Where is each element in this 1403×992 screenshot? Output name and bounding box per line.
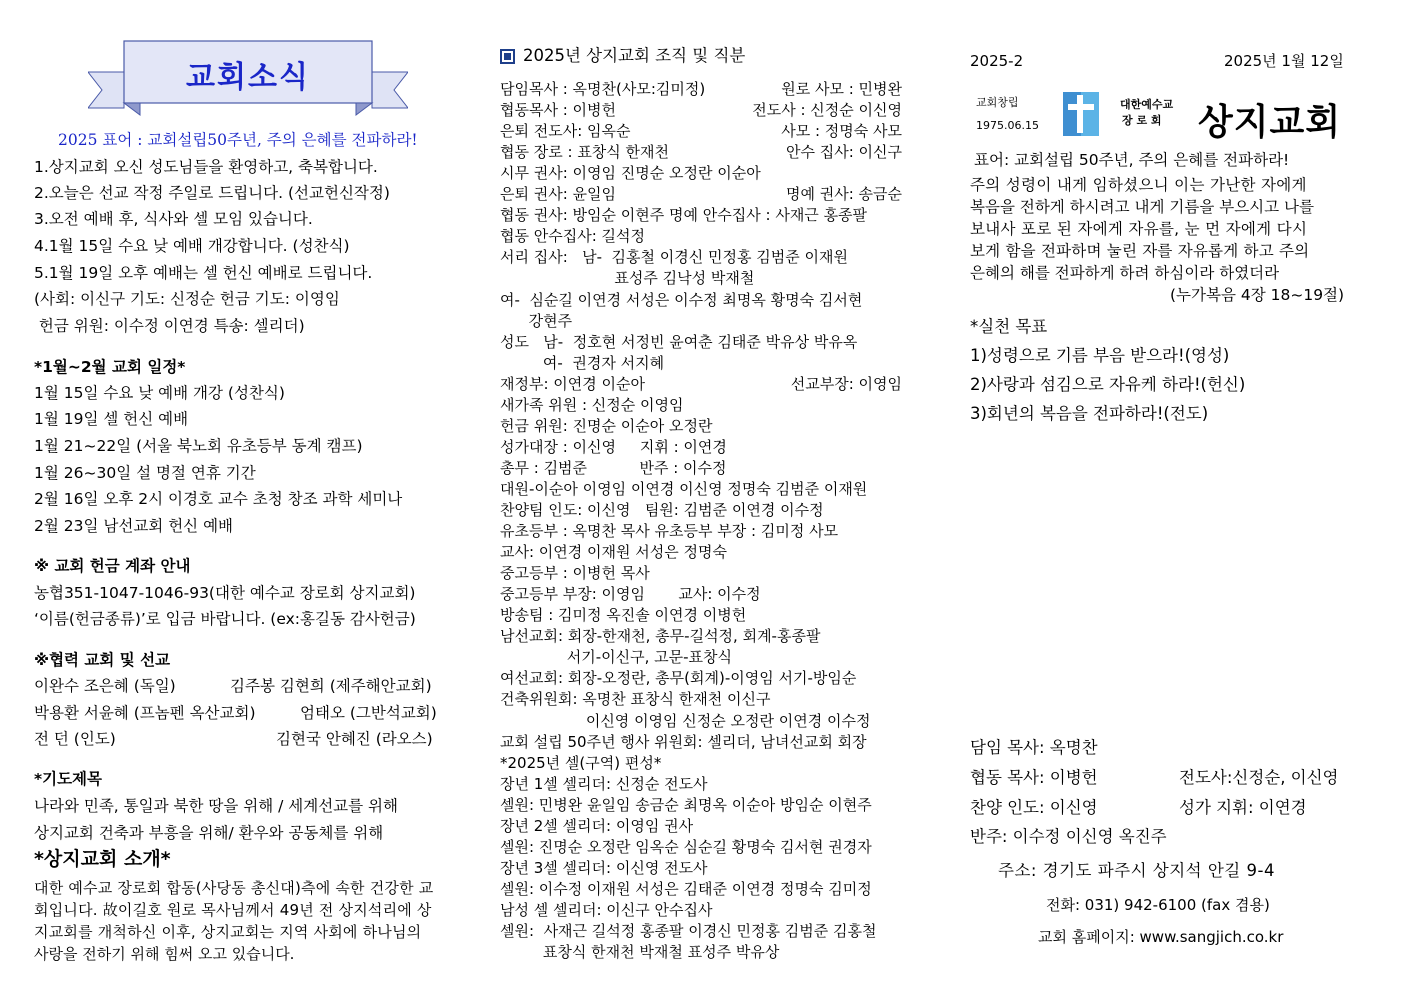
org-row: 여- 심순길 이연경 서성은 이수정 최명옥 황명숙 김서현: [500, 290, 863, 309]
org-row-right: 명예 권사: 송금순: [785, 185, 902, 204]
org-row: 방송팀 : 김미정 옥진솔 이연경 이병헌: [500, 606, 747, 625]
org-row: 장년 2셀 셀리더: 이영임 권사: [500, 816, 694, 835]
org-row: 협동 장로 : 표창식 한재천: [500, 143, 670, 162]
goals-title: *실천 목표: [970, 317, 1048, 336]
verse-line: 보게 함을 전파하며 눌린 자를 자유롭게 하고 주의: [970, 242, 1310, 260]
intro-line: 대한 예수교 장로회 합동(사당동 총신대)측에 속한 건강한 교: [34, 879, 434, 897]
verse-line: 복음을 전하게 하시려고 내게 기름을 부으시고 나를: [970, 198, 1314, 216]
org-title-text: 2025년 상지교회 조직 및 직분: [523, 46, 746, 65]
org-row: 셀원: 진명순 오정란 임옥순 심순길 황명숙 김서현 권경자: [500, 837, 872, 856]
verse-line: 보내사 포로 된 자에게 자유를, 눈 먼 자에게 다시: [970, 220, 1308, 238]
square-bullet-icon: [500, 49, 515, 64]
address: 주소: 경기도 파주시 상지석 안길 9-4: [998, 861, 1275, 880]
org-row-right: 사모 : 정명숙 사모: [781, 122, 902, 141]
schedule-item: 1월 19일 셀 헌신 예배: [34, 410, 189, 428]
org-row: 표성주 김낙성 박재철: [500, 269, 755, 288]
org-row: 표창식 한재천 박재철 표성주 박유상: [500, 943, 780, 962]
staff-item: 찬양 인도: 이신영: [970, 798, 1098, 817]
announcement-item: (사회: 이신구 기도: 신정순 헌금 기도: 이영임: [34, 290, 340, 308]
phone: 전화: 031) 942-6100 (fax 겸용): [1046, 896, 1270, 914]
org-row: 남선교회: 회장-한재천, 총무-길석정, 회계-홍종팔: [500, 627, 821, 646]
goal-item: 3)회년의 복음을 전파하라!(전도): [970, 404, 1209, 423]
org-row: 협동목사 : 이병헌: [500, 101, 617, 120]
denomination-line-1: 대한예수교: [1120, 98, 1174, 111]
org-row-right: 선교부장: 이영임: [790, 374, 902, 393]
org-row: 서기-이신구, 고문-표창식: [500, 648, 733, 667]
org-row: 교회 설립 50주년 행사 위원회: 셀리더, 남녀선교회 회장: [500, 732, 867, 751]
goal-item: 2)사랑과 섬김으로 자유케 하라!(헌신): [970, 375, 1246, 394]
org-row: 장년 3셀 셀리더: 이신영 전도사: [500, 858, 708, 877]
account-line: ‘이름(헌금종류)’로 입금 바랍니다. (ex:홍길동 감사헌금): [34, 610, 416, 628]
org-title: [500, 46, 745, 66]
org-row-right: 원로 사모 : 민병완: [781, 80, 902, 98]
banner-title: 교회소식: [186, 60, 310, 95]
announcement-item: 헌금 위원: 이수정 이연경 특송: 셀리더): [34, 317, 305, 335]
org-row: 은퇴 권사: 윤일임: [500, 185, 617, 204]
mission-title: ※협력 교회 및 선교: [34, 651, 171, 669]
announcement-item: 3.오전 예배 후, 식사와 셀 모임 있습니다.: [34, 210, 313, 228]
staff-item: 반주: 이수정 이신영 옥진주: [970, 827, 1167, 846]
org-row: 헌금 위원: 진명순 이순아 오정란: [500, 416, 713, 435]
account-line: 농협351-1047-1046-93(대한 예수교 장로회 상지교회): [34, 584, 416, 602]
banner: [88, 40, 408, 130]
org-row: 협동 권사: 방임순 이현주 명예 안수집사 : 사재근 홍종팔: [500, 206, 868, 225]
mission-item: 박용환 서윤혜 (프놈펜 옥산교회): [34, 704, 256, 722]
staff-item: 협동 목사: 이병헌: [970, 768, 1098, 787]
org-row: 협동 안수집사: 길석정: [500, 227, 646, 246]
staff-item: 담임 목사: 옥명찬: [970, 738, 1098, 757]
issue-number: 2025-2: [970, 52, 1024, 70]
announcement-item: 5.1월 19일 오후 예배는 셀 헌신 예배로 드립니다.: [34, 264, 373, 282]
org-row: 강현주: [500, 311, 573, 330]
motto: 표어: 교회설립 50주년, 주의 은혜를 전파하라!: [974, 151, 1290, 169]
intro-line: 지교회를 개척하신 이후, 상지교회는 지역 사회에 하나님의: [34, 923, 422, 941]
org-row: 성도 남- 정호현 서정빈 윤여춘 김태준 박유상 박유옥: [500, 332, 858, 351]
goal-item: 1)성령으로 기름 부음 받으라!(영성): [970, 346, 1230, 365]
org-row: 서리 집사: 남- 김홍철 이경신 민정홍 김범준 이재원: [500, 248, 848, 267]
org-row: 남성 셀 셀리더: 이신구 안수집사: [500, 900, 713, 919]
org-row: *2025년 셀(구역) 편성*: [500, 753, 662, 772]
mission-item: 이완수 조은혜 (독일): [34, 677, 176, 695]
schedule-item: 2월 23일 남선교회 헌신 예배: [34, 517, 234, 535]
schedule-item: 1월 21~22일 (서울 북노회 유초등부 동계 캠프): [34, 437, 363, 455]
org-row: 장년 1셀 셀리더: 신정순 전도사: [500, 774, 708, 793]
org-row: 대원-이순아 이영임 이연경 이신영 정명숙 김범준 이재원: [500, 479, 868, 498]
intro-title: *상지교회 소개*: [34, 848, 171, 870]
church-name: 상지교회: [1198, 102, 1342, 143]
verse-line: 주의 성령이 내게 임하셨으니 이는 가난한 자에게: [970, 176, 1307, 194]
theme-line: 2025 표어 : 교회설립50주년, 주의 은혜를 전파하라!: [58, 131, 418, 149]
org-row: 총무 : 김범준 반주 : 이수정: [500, 458, 727, 477]
org-row: 새가족 위원 : 신정순 이영임: [500, 395, 684, 414]
org-row: 셀원: 사재근 길석정 홍종팔 이경신 민정홍 김범준 김홍철: [500, 922, 877, 940]
org-row: 여- 권경자 서지혜: [500, 353, 665, 372]
prayer-item: 나라와 민족, 통일과 북한 땅을 위해 / 세계선교를 위해: [34, 797, 398, 815]
org-row: 재정부: 이연경 이순아: [500, 374, 646, 393]
mission-item: 전 던 (인도): [34, 730, 116, 748]
schedule-title: *1월~2월 교회 일정*: [34, 358, 186, 376]
org-row: 여선교회: 회장-오정란, 총무(회계)-이영임 서기-방임순: [500, 669, 857, 688]
homepage[interactable]: 교회 홈페이지: www.sangjich.co.kr: [1038, 928, 1284, 946]
org-row: 이신영 이영임 신정순 오정란 이연경 이수정: [500, 711, 871, 730]
prayer-item: 상지교회 건축과 부흥을 위해/ 환우와 공동체를 위해: [34, 824, 384, 842]
mission-item: 김주봉 김현희 (제주해안교회): [230, 677, 432, 695]
staff-item: 성가 지휘: 이연경: [1179, 798, 1307, 817]
mission-item: 엄태오 (그반석교회): [300, 704, 437, 722]
founded-date: 1975.06.15: [976, 119, 1039, 132]
org-row: 담임목사 : 옥명찬(사모:김미정): [500, 80, 706, 98]
org-row: 은퇴 전도사: 임옥순: [500, 122, 631, 141]
church-logo-icon: [1063, 92, 1099, 136]
intro-line: 사랑을 전하기 위해 힘써 오고 있습니다.: [34, 945, 295, 963]
denomination-line-2: 장 로 회: [1122, 114, 1162, 127]
org-row: 중고등부 부장: 이영임 교사: 이수정: [500, 585, 761, 604]
org-row: 찬양팀 인도: 이신영 팀원: 김범준 이연경 이수정: [500, 501, 824, 519]
verse-reference: (누가복음 4장 18~19절): [1170, 286, 1345, 304]
org-row-right: 전도사 : 신정순 이신영: [752, 101, 902, 120]
org-row: 중고등부 : 이병헌 목사: [500, 564, 650, 583]
org-row-right: 안수 집사: 이신구: [785, 143, 902, 162]
org-row: 교사: 이연경 이재원 서성은 정명숙: [500, 543, 727, 562]
schedule-item: 1월 26~30일 설 명절 연휴 기간: [34, 464, 256, 482]
account-title: ※ 교회 헌금 계좌 안내: [34, 557, 191, 575]
schedule-item: 1월 15일 수요 낮 예배 개강 (성찬식): [34, 384, 285, 402]
announcement-item: 2.오늘은 선교 작정 주일로 드립니다. (선교헌신작정): [34, 184, 390, 202]
prayer-title: *기도제목: [34, 770, 102, 788]
org-row: 시무 권사: 이영임 진명순 오정란 이순아: [500, 164, 761, 183]
verse-line: 은혜의 해를 전파하게 하려 하심이라 하였더라: [970, 264, 1280, 282]
staff-item: 전도사:신정순, 이신영: [1179, 768, 1339, 787]
org-row: 유초등부 : 옥명찬 목사 유초등부 부장 : 김미정 사모: [500, 522, 839, 541]
intro-line: 회입니다. 故이길호 원로 목사님께서 49년 전 상지석리에 상: [34, 901, 432, 919]
org-row: 성가대장 : 이신영 지휘 : 이연경: [500, 437, 727, 456]
org-row: 셀원: 민병완 윤일임 송금순 최명옥 이순아 방임순 이현주: [500, 795, 872, 814]
schedule-item: 2월 16일 오후 2시 이경호 교수 초청 창조 과학 세미나: [34, 490, 403, 508]
announcement-item: 1.상지교회 오신 성도님들을 환영하고, 축복합니다.: [34, 158, 378, 176]
announcement-item: 4.1월 15일 수요 낮 예배 개강합니다. (성찬식): [34, 237, 350, 255]
mission-item: 김현국 안혜진 (라오스): [276, 730, 433, 748]
founded-label: 교회창립: [976, 96, 1019, 109]
issue-date: 2025년 1월 12일: [1224, 52, 1344, 70]
org-row: 셀원: 이수정 이재원 서성은 김태준 이연경 정명숙 김미정: [500, 879, 872, 898]
org-row: 건축위원회: 옥명찬 표창식 한재천 이신구: [500, 690, 771, 709]
